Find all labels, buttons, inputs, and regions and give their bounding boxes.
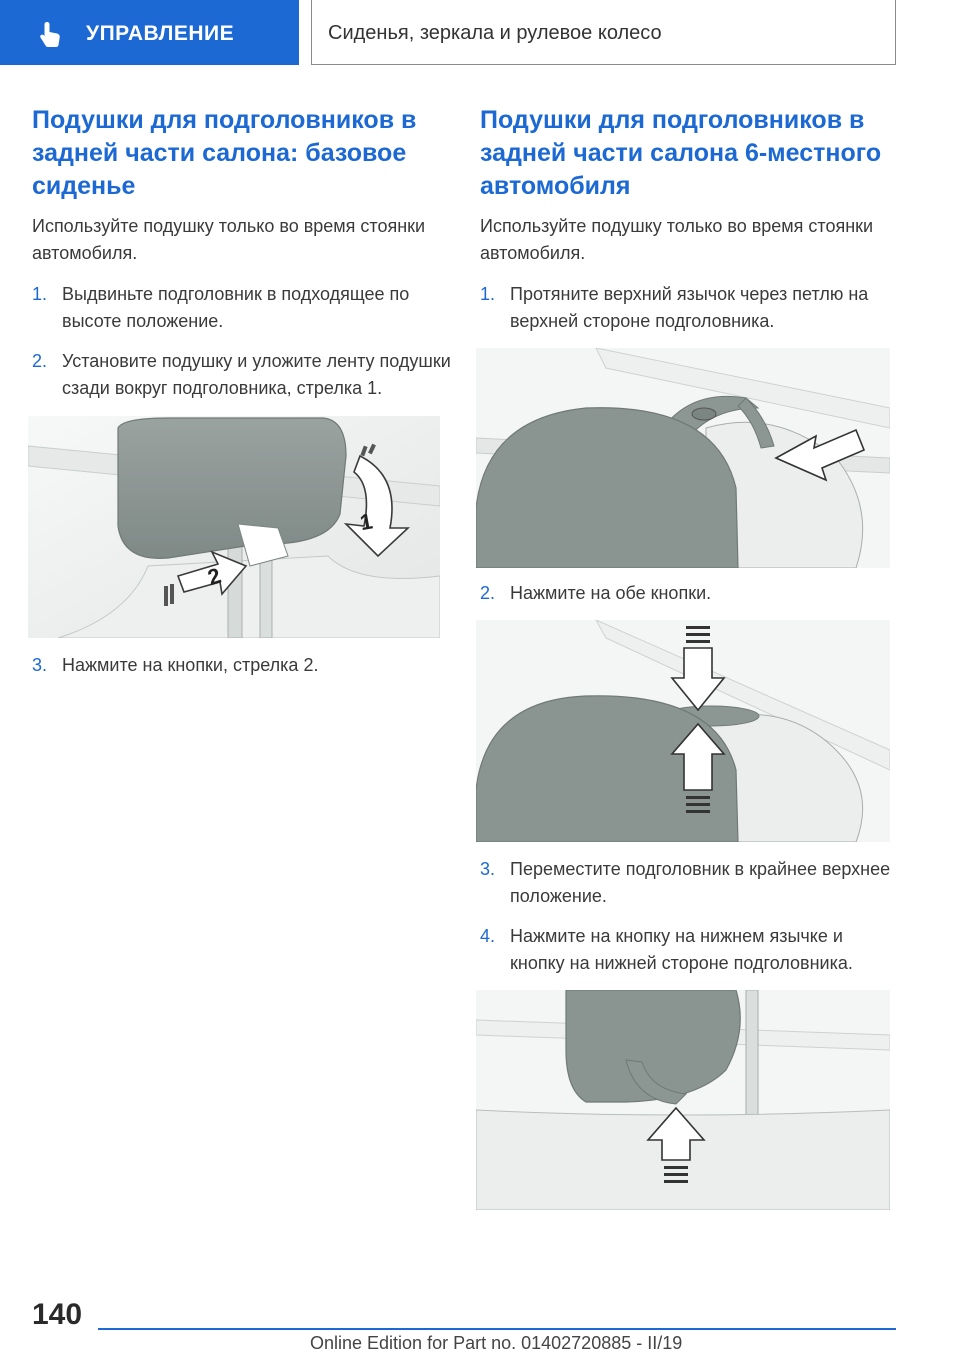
- headrest-illustration: [28, 416, 440, 638]
- step-number: 3.: [480, 859, 496, 879]
- right-step-4: [480, 923, 896, 977]
- step-number: 3.: [32, 655, 48, 675]
- arrow-label-1: 1: [358, 508, 375, 536]
- section-tab[interactable]: [0, 0, 299, 65]
- right-column: [480, 104, 896, 1210]
- page-number: 140: [32, 1298, 83, 1331]
- step-number: 2.: [32, 351, 48, 371]
- step-text: Нажмите на кнопку на нижнем язычке и кнопку на нижней стороне подголовника.: [510, 926, 853, 973]
- right-step-1: [480, 281, 896, 335]
- step-number: 1.: [32, 284, 48, 304]
- left-step-3: [32, 652, 452, 679]
- right-heading: Подушки для подголовников в задней части салона 6-местного автомобиля: [480, 106, 882, 200]
- hand-pointer-icon: [36, 19, 66, 49]
- right-step-3: [480, 856, 896, 910]
- figure-basic-seat-pillow: [28, 416, 440, 638]
- headrest-illustration: [476, 620, 890, 842]
- right-intro: Используйте подушку только во время стоянки автомобиля.: [480, 216, 874, 263]
- step-text: Нажмите на обе кнопки.: [510, 583, 712, 603]
- left-intro: Используйте подушку только во время стоянки автомобиля.: [32, 216, 426, 263]
- headrest-illustration: [476, 990, 890, 1210]
- arrow-label-2: 2: [204, 562, 224, 591]
- step-number: 4.: [480, 926, 496, 946]
- step-number: 1.: [480, 284, 496, 304]
- figure-both-buttons: [476, 620, 890, 842]
- headrest-illustration: [476, 348, 890, 568]
- step-text: Нажмите на кнопки, стрелка 2.: [62, 655, 319, 675]
- step-number: 2.: [480, 583, 496, 603]
- step-text: Переместите подголовник в крайнее верхнее положение.: [510, 859, 891, 906]
- step-text: Выдвиньте подголовник в подходящее по высоте положение.: [62, 284, 410, 331]
- left-step-2: [32, 348, 452, 402]
- step-text: Установите подушку и уложите ленту подушки сзади вокруг подголовника, стрелка 1.: [62, 351, 451, 398]
- left-heading: Подушки для подголовников в задней части салона: базовое сиденье: [32, 106, 417, 200]
- chapter-header: [311, 0, 896, 65]
- figure-top-tab: [476, 348, 890, 568]
- section-title: УПРАВЛЕНИЕ: [86, 22, 235, 45]
- footer-divider: [98, 1328, 896, 1330]
- left-column: [32, 104, 452, 692]
- step-text: Протяните верхний язычок через петлю на верхней стороне подголовника.: [510, 284, 869, 331]
- chapter-title: Сиденья, зеркала и рулевое колесо: [328, 22, 662, 44]
- edition-footer: Online Edition for Part no. 01402720885 - II/19: [310, 1333, 683, 1353]
- figure-bottom-button: [476, 990, 890, 1210]
- right-step-2: [480, 580, 896, 607]
- left-step-1: [32, 281, 452, 335]
